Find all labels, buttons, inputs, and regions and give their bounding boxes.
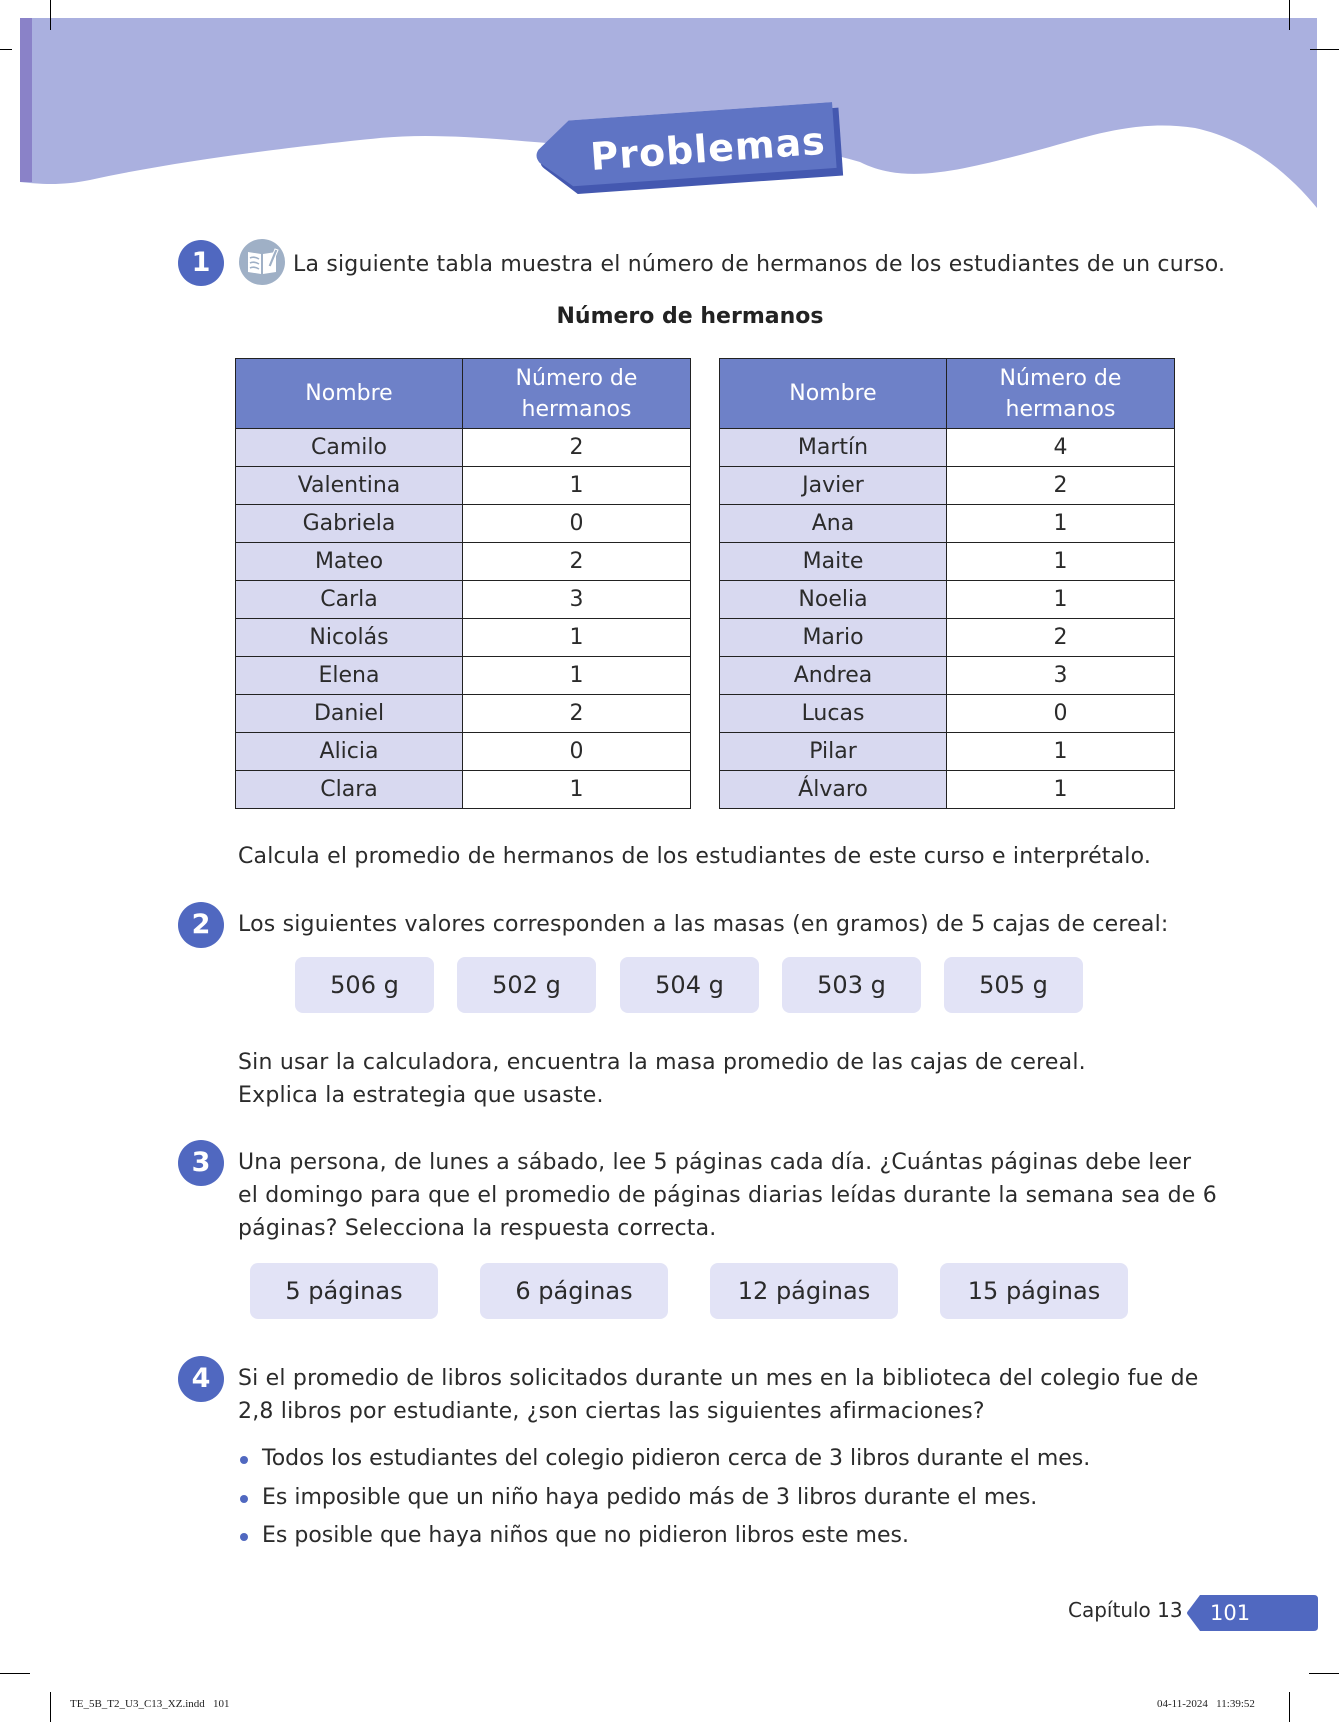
cell-name: Martín xyxy=(720,429,947,467)
cell-name: Andrea xyxy=(720,657,947,695)
mass-value-chip: 503 g xyxy=(782,957,921,1013)
crop-mark xyxy=(0,49,12,50)
cell-value: 1 xyxy=(947,505,1175,543)
table-row xyxy=(236,581,691,619)
cell-value: 2 xyxy=(463,429,691,467)
problem-3-statement-line-1: Una persona, de lunes a sábado, lee 5 páginas cada día. ¿Cuántas páginas debe leer xyxy=(238,1150,1192,1175)
answer-option[interactable]: 15 páginas xyxy=(940,1263,1128,1319)
cell-name: Ana xyxy=(720,505,947,543)
cell-name: Lucas xyxy=(720,695,947,733)
cell-name: Elena xyxy=(236,657,463,695)
table-row xyxy=(720,733,1175,771)
table-row xyxy=(236,771,691,809)
print-slug-file: TE_5B_T2_U3_C13_XZ.indd 101 xyxy=(70,1698,230,1710)
section-title: Problemas xyxy=(588,118,827,179)
list-item-text: Es posible que haya niños que no pidieron libros este mes. xyxy=(262,1523,909,1548)
table-row xyxy=(236,695,691,733)
answer-option[interactable]: 6 páginas xyxy=(480,1263,668,1319)
print-slug-date: 04-11-2024 11:39:52 xyxy=(1157,1698,1255,1710)
cell-value: 1 xyxy=(463,467,691,505)
cell-name: Noelia xyxy=(720,581,947,619)
table-row xyxy=(720,619,1175,657)
cell-value: 0 xyxy=(463,733,691,771)
list-item xyxy=(236,1517,1090,1556)
table-row xyxy=(720,695,1175,733)
cell-value: 3 xyxy=(463,581,691,619)
table-row xyxy=(720,467,1175,505)
crop-mark xyxy=(0,1673,30,1674)
problem-1-question: Calcula el promedio de hermanos de los estudiantes de este curso e interprétalo. xyxy=(238,844,1152,869)
cell-value: 1 xyxy=(947,543,1175,581)
table-row xyxy=(236,733,691,771)
crop-mark xyxy=(50,1692,51,1722)
answer-option[interactable]: 12 páginas xyxy=(710,1263,898,1319)
list-item xyxy=(236,1440,1090,1479)
crop-mark xyxy=(1289,1692,1290,1722)
table-row xyxy=(720,581,1175,619)
problem-2-statement: Los siguientes valores corresponden a las masas (en gramos) de 5 cajas de cereal: xyxy=(238,912,1169,937)
cell-name: Alicia xyxy=(236,733,463,771)
table-row xyxy=(236,657,691,695)
crop-mark xyxy=(50,0,51,30)
bullet-icon xyxy=(240,1533,248,1541)
list-item xyxy=(236,1479,1090,1518)
table-row xyxy=(720,505,1175,543)
book-pencil-icon xyxy=(238,238,286,286)
table-row xyxy=(720,771,1175,809)
cell-value: 1 xyxy=(947,581,1175,619)
cell-name: Clara xyxy=(236,771,463,809)
cell-value: 2 xyxy=(463,695,691,733)
cell-name: Daniel xyxy=(236,695,463,733)
problem-number-badge: 4 xyxy=(178,1356,224,1402)
problem-4-statement-line-1: Si el promedio de libros solicitados durante un mes en la biblioteca del colegio fue de xyxy=(238,1366,1199,1391)
page-number: 101 xyxy=(1210,1601,1251,1625)
siblings-table-left xyxy=(235,358,691,809)
problem-4-statement-line-2: 2,8 libros por estudiante, ¿son ciertas las siguientes afirmaciones? xyxy=(238,1399,985,1424)
mass-value-chip: 506 g xyxy=(295,957,434,1013)
cell-name: Maite xyxy=(720,543,947,581)
bullet-icon xyxy=(240,1495,248,1503)
mass-value-chip: 504 g xyxy=(620,957,759,1013)
cell-name: Pilar xyxy=(720,733,947,771)
cell-value: 1 xyxy=(947,771,1175,809)
problem-2-question-line-2: Explica la estrategia que usaste. xyxy=(238,1083,604,1108)
problem-1-statement: La siguiente tabla muestra el número de hermanos de los estudiantes de un curso. xyxy=(293,252,1226,277)
column-header-name: Nombre xyxy=(236,359,463,429)
table-row xyxy=(720,429,1175,467)
table-row xyxy=(236,429,691,467)
cell-name: Mario xyxy=(720,619,947,657)
cell-name: Javier xyxy=(720,467,947,505)
cell-value: 1 xyxy=(463,657,691,695)
list-item-text: Es imposible que un niño haya pedido más de 3 libros durante el mes. xyxy=(262,1484,1038,1510)
cell-name: Camilo xyxy=(236,429,463,467)
cell-value: 1 xyxy=(947,733,1175,771)
problem-3-statement-line-2: el domingo para que el promedio de páginas diarias leídas durante la semana sea de 6 xyxy=(238,1183,1217,1208)
column-header-name: Nombre xyxy=(720,359,947,429)
cell-name: Carla xyxy=(236,581,463,619)
mass-value-chip: 502 g xyxy=(457,957,596,1013)
cell-value: 0 xyxy=(463,505,691,543)
mass-value-chip: 505 g xyxy=(944,957,1083,1013)
table-title: Número de hermanos xyxy=(556,304,824,329)
table-row xyxy=(720,543,1175,581)
cell-name: Gabriela xyxy=(236,505,463,543)
problem-2-question-line-1: Sin usar la calculadora, encuentra la masa promedio de las cajas de cereal. xyxy=(238,1050,1086,1075)
cell-value: 0 xyxy=(947,695,1175,733)
statements-list xyxy=(236,1440,1090,1556)
bullet-icon xyxy=(240,1456,248,1464)
table-row xyxy=(236,467,691,505)
cell-name: Álvaro xyxy=(720,771,947,809)
problem-number-badge: 1 xyxy=(178,240,224,286)
page-tab-shape xyxy=(1186,1595,1318,1631)
column-header-siblings: Número de hermanos xyxy=(463,359,691,429)
page-number-tab xyxy=(1186,1595,1318,1631)
table-row xyxy=(236,619,691,657)
cell-value: 1 xyxy=(463,619,691,657)
table-row xyxy=(236,505,691,543)
siblings-table-right xyxy=(719,358,1175,809)
chapter-label: Capítulo 13 xyxy=(1068,1598,1183,1622)
cell-name: Nicolás xyxy=(236,619,463,657)
column-header-siblings: Número de hermanos xyxy=(947,359,1175,429)
cell-value: 1 xyxy=(463,771,691,809)
problem-number-badge: 3 xyxy=(178,1140,224,1186)
table-row xyxy=(236,543,691,581)
cell-value: 3 xyxy=(947,657,1175,695)
table-row xyxy=(720,657,1175,695)
crop-mark xyxy=(1310,49,1339,50)
cell-value: 2 xyxy=(463,543,691,581)
problem-number-badge: 2 xyxy=(178,902,224,948)
cell-name: Mateo xyxy=(236,543,463,581)
problem-3-statement-line-3: páginas? Selecciona la respuesta correcta. xyxy=(238,1216,717,1241)
cell-name: Valentina xyxy=(236,467,463,505)
cell-value: 2 xyxy=(947,619,1175,657)
crop-mark xyxy=(1289,0,1290,30)
answer-option[interactable]: 5 páginas xyxy=(250,1263,438,1319)
crop-mark xyxy=(1309,1673,1339,1674)
cell-value: 2 xyxy=(947,467,1175,505)
cell-value: 4 xyxy=(947,429,1175,467)
list-item-text: Todos los estudiantes del colegio pidieron cerca de 3 libros durante el mes. xyxy=(262,1446,1091,1471)
